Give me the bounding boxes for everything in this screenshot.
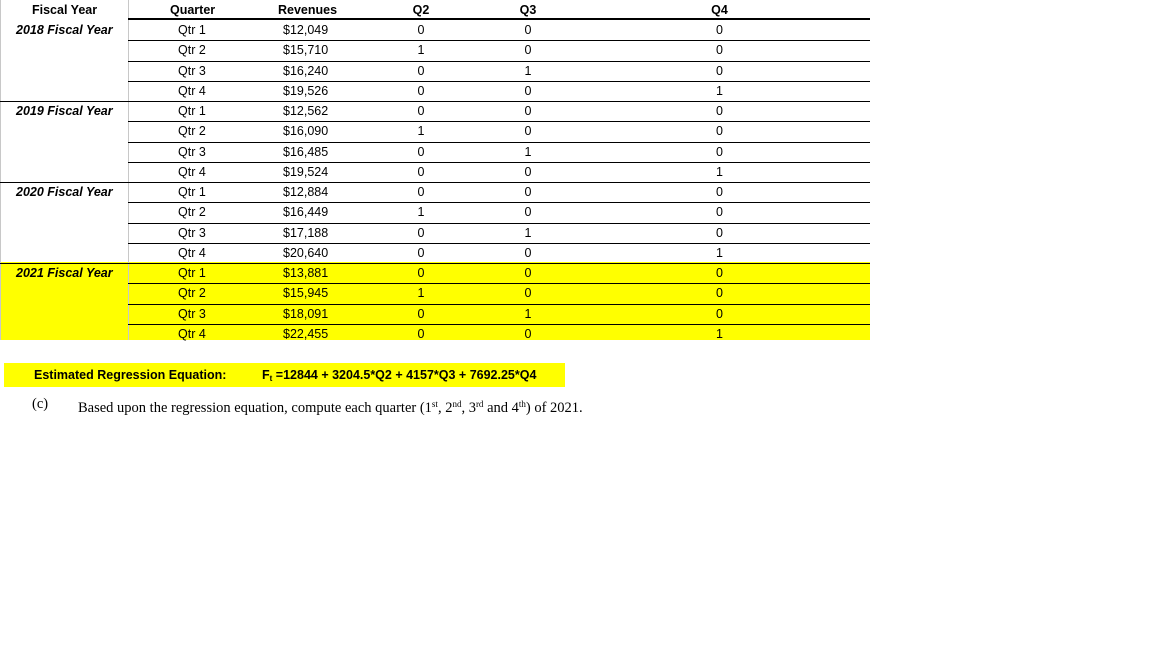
ordinal-suffix: rd: [475, 399, 484, 409]
fiscal-year-cell: [0, 324, 128, 344]
ordinal-suffix: th: [518, 399, 526, 409]
row-divider: [128, 162, 870, 163]
table-row: [0, 304, 870, 324]
fiscal-year-cell: 2021 Fiscal Year: [16, 266, 113, 280]
revenue-cell: $20,640: [283, 245, 329, 260]
quarter-cell: Qtr 2: [178, 124, 206, 139]
q4-cell: 1: [716, 83, 723, 98]
fiscal-year-cell: [0, 81, 128, 101]
question-text-part: , 3: [461, 400, 476, 416]
question-label: (c): [32, 396, 49, 412]
table-row: [0, 182, 870, 202]
q4-cell: 0: [716, 266, 723, 280]
q4-cell: 0: [716, 306, 723, 321]
q2-cell: 0: [417, 164, 425, 179]
revenue-cell: $15,710: [283, 43, 329, 58]
row-divider: [128, 121, 870, 122]
table-row: [0, 142, 870, 162]
fiscal-year-cell: [0, 202, 128, 222]
header-q4: Q4: [711, 3, 728, 17]
quarter-cell: Qtr 2: [178, 205, 206, 220]
fiscal-year-cell: [0, 142, 128, 162]
q2-cell: 1: [417, 205, 425, 220]
fiscal-year-cell: [0, 283, 128, 303]
header-q2: Q2: [412, 3, 430, 17]
revenue-cell: $15,945: [283, 286, 329, 301]
forecast-symbol: F: [262, 368, 270, 382]
row-divider: [128, 202, 870, 203]
regression-equation-box: [4, 363, 565, 387]
q2-cell: 0: [417, 83, 425, 98]
row-divider: [128, 283, 870, 284]
quarter-cell: Qtr 3: [178, 144, 206, 159]
question-text-part: ) of 2021.: [525, 400, 583, 416]
revenue-cell: $12,049: [283, 23, 329, 37]
revenue-cell: $16,449: [283, 205, 329, 220]
revenue-cell: $18,091: [283, 306, 329, 321]
q3-cell: 0: [524, 326, 532, 341]
quarter-cell: Qtr 1: [178, 266, 206, 280]
table-row: [0, 324, 870, 344]
quarter-cell: Qtr 3: [178, 225, 206, 240]
quarter-cell: Qtr 2: [178, 43, 206, 58]
q2-cell: 0: [417, 185, 425, 199]
q4-cell: 0: [716, 124, 723, 139]
q4-cell: 0: [716, 43, 723, 58]
q4-cell: 0: [716, 144, 723, 159]
q3-cell: 0: [524, 104, 532, 118]
q4-cell: 0: [716, 286, 723, 301]
quarter-cell: Qtr 4: [178, 164, 206, 179]
equation-formula: [262, 363, 536, 391]
q3-cell: 1: [524, 306, 532, 321]
q3-cell: 1: [524, 225, 532, 240]
fiscal-year-cell: [0, 61, 128, 81]
table-row: [0, 243, 870, 263]
question-text: [78, 396, 618, 417]
quarter-cell: Qtr 2: [178, 286, 206, 301]
question-text-part: and 4: [483, 400, 519, 416]
forecast-subscript: t: [269, 374, 273, 383]
q3-cell: 0: [524, 43, 532, 58]
row-divider: [128, 304, 870, 305]
revenue-cell: $17,188: [283, 225, 329, 240]
revenue-cell: $16,485: [283, 144, 329, 159]
table-row: [0, 20, 870, 40]
table-row: [0, 40, 870, 60]
revenue-cell: $16,240: [283, 63, 329, 78]
question-text-part: , 2: [437, 400, 453, 416]
header-fiscal-year: Fiscal Year: [32, 3, 98, 17]
revenue-cell: $13,881: [283, 266, 329, 280]
q2-cell: 1: [417, 43, 425, 58]
row-divider: [128, 243, 870, 244]
q3-cell: 0: [524, 245, 532, 260]
table-row: [0, 121, 870, 141]
table-row: [0, 202, 870, 222]
row-divider: [128, 81, 870, 82]
q3-cell: 1: [524, 144, 532, 159]
q4-cell: 0: [716, 23, 723, 37]
row-divider: [0, 263, 870, 264]
fiscal-year-cell: [0, 243, 128, 263]
ordinal-suffix: st: [431, 399, 438, 409]
fiscal-year-cell: [0, 304, 128, 324]
q2-cell: 0: [417, 144, 425, 159]
ordinal-suffix: nd: [452, 399, 462, 409]
table-row: [0, 223, 870, 243]
table-row: [0, 101, 870, 121]
header-row: [0, 0, 870, 20]
equation-expression: =12844 + 3204.5*Q2 + 4157*Q3 + 7692.25*Q4: [272, 368, 537, 382]
equation-label: Estimated Regression Equation:: [34, 368, 227, 382]
q2-cell: 0: [417, 23, 425, 37]
q4-cell: 0: [716, 225, 723, 240]
quarter-cell: Qtr 3: [178, 63, 206, 78]
revenue-cell: $22,455: [283, 326, 329, 341]
fiscal-year-cell: [0, 121, 128, 141]
q3-cell: 0: [524, 124, 532, 139]
revenue-cell: $19,524: [283, 164, 329, 179]
quarter-cell: Qtr 1: [178, 104, 206, 118]
fiscal-year-cell: 2019 Fiscal Year: [16, 104, 113, 118]
row-divider: [0, 101, 870, 102]
q3-cell: 0: [524, 185, 532, 199]
q2-cell: 1: [417, 286, 425, 301]
q2-cell: 0: [417, 63, 425, 78]
table-row: [0, 61, 870, 81]
q2-cell: 0: [417, 104, 425, 118]
row-divider: [128, 324, 870, 325]
row-divider: [128, 142, 870, 143]
header-revenues: Revenues: [278, 3, 338, 17]
q4-cell: 0: [716, 104, 723, 118]
q2-cell: 0: [417, 225, 425, 240]
q2-cell: 1: [417, 124, 425, 139]
q2-cell: 0: [417, 306, 425, 321]
question-text-part: Based upon the regression equation, compute each quarter (1: [78, 400, 432, 416]
table-row: [0, 81, 870, 101]
row-divider: [128, 223, 870, 224]
quarter-cell: Qtr 1: [178, 185, 206, 199]
q2-cell: 0: [417, 326, 425, 341]
row-divider: [128, 61, 870, 62]
fiscal-year-cell: 2018 Fiscal Year: [16, 23, 113, 37]
q3-cell: 0: [524, 83, 532, 98]
fiscal-year-cell: [0, 223, 128, 243]
q3-cell: 0: [524, 164, 532, 179]
q2-cell: 0: [417, 245, 425, 260]
q2-cell: 0: [417, 266, 425, 280]
fiscal-year-cell: 2020 Fiscal Year: [16, 185, 113, 199]
table-row: [0, 263, 870, 283]
table-row: [0, 283, 870, 303]
q4-cell: 1: [716, 164, 723, 179]
row-divider: [0, 182, 870, 183]
revenue-cell: $12,562: [283, 104, 329, 118]
q4-cell: 0: [716, 63, 723, 78]
row-divider: [128, 40, 870, 41]
q4-cell: 1: [716, 245, 723, 260]
header-q3: Q3: [519, 3, 537, 17]
q3-cell: 0: [524, 266, 532, 280]
quarter-cell: Qtr 1: [178, 23, 206, 37]
fiscal-year-cell: [0, 162, 128, 182]
header-quarter: Quarter: [170, 3, 216, 17]
quarter-cell: Qtr 4: [178, 245, 206, 260]
fiscal-year-cell: [0, 40, 128, 60]
table-row: [0, 162, 870, 182]
q4-cell: 0: [716, 205, 723, 220]
revenue-cell: $12,884: [283, 185, 329, 199]
q3-cell: 1: [524, 63, 532, 78]
quarter-cell: Qtr 4: [178, 83, 206, 98]
quarter-cell: Qtr 4: [178, 326, 206, 341]
q3-cell: 0: [524, 23, 532, 37]
revenue-cell: $19,526: [283, 83, 329, 98]
quarter-cell: Qtr 3: [178, 306, 206, 321]
q4-cell: 1: [716, 326, 723, 341]
q4-cell: 0: [716, 185, 723, 199]
q3-cell: 0: [524, 286, 532, 301]
q3-cell: 0: [524, 205, 532, 220]
revenue-cell: $16,090: [283, 124, 329, 139]
